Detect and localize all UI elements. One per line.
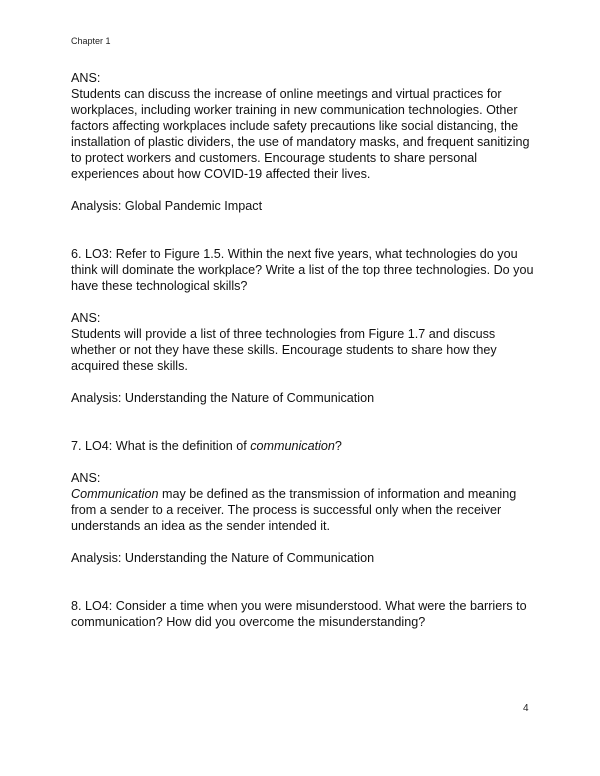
question-8: 8. LO4: Consider a time when you were misunderstood. What were the barriers to communication? How did you overcome the misunderstanding?	[71, 599, 527, 629]
page-number: 4	[523, 703, 529, 714]
answer-text	[71, 486, 541, 534]
question-7-suffix: ?	[334, 439, 342, 453]
question-7-term: communication	[250, 439, 335, 453]
analysis-line: Analysis: Global Pandemic Impact	[71, 199, 263, 213]
analysis-line: Analysis: Understanding the Nature of Communication	[71, 391, 375, 405]
analysis-line: Analysis: Understanding the Nature of Communication	[71, 551, 375, 565]
question-7-prefix: 7. LO4: What is the definition of	[71, 439, 251, 453]
question-6: 6. LO3: Refer to Figure 1.5. Within the next five years, what technologies do you think will dominate the workplace? Write a list of the top three technologies. Do you have these technological skills?	[71, 247, 534, 293]
answer-text: Students can discuss the increase of online meetings and virtual practices for workplaces, including worker training in new communication technologies. Other factors affecting workplaces include safety precautions like social distancing, the installation of plastic dividers, the use of mandatory masks, and frequent sanitizing to protect workers and customers. Encourage students to share personal experiences about how COVID-19 affected their lives.	[71, 87, 530, 181]
answer-label: ANS:	[71, 311, 101, 325]
answer-7-term: Communication	[71, 487, 159, 501]
answer-7-text: may be defined as the transmission of information and meaning from a sender to a receiver. The process is successful only when the receiver understands an idea as the sender intended it.	[71, 487, 517, 533]
answer-label: ANS:	[71, 71, 101, 85]
answer-text: Students will provide a list of three technologies from Figure 1.7 and discuss whether or not they have these skills. Encourage students to share how they acquired these skills.	[71, 327, 497, 373]
document-body	[71, 70, 541, 630]
chapter-header: Chapter 1	[71, 36, 111, 46]
question-7	[71, 438, 541, 454]
answer-label: ANS:	[71, 471, 101, 485]
